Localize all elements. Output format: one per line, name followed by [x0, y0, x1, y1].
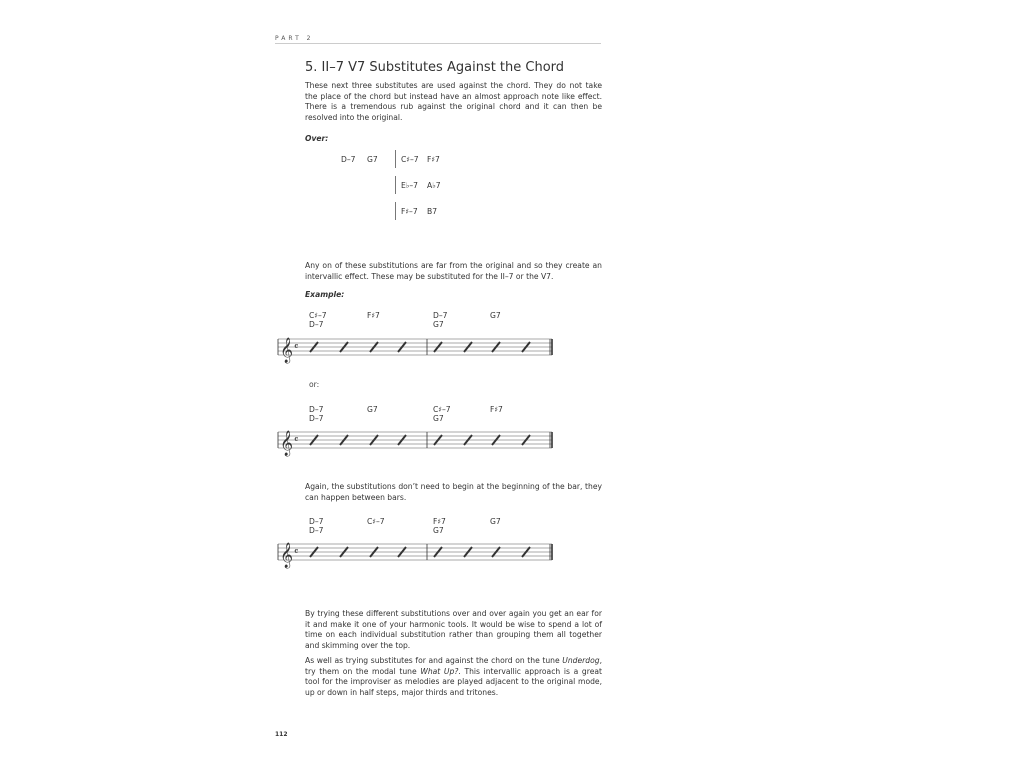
substitute-divider: [395, 176, 396, 194]
chord-symbol: D–7: [309, 526, 324, 535]
over-label: Over:: [305, 134, 329, 143]
chord-symbol: G7: [433, 320, 444, 329]
substitute-chord-ii: C♯–7: [401, 155, 419, 164]
treble-clef-icon: 𝄞: [280, 543, 294, 568]
paragraph-5-text: , try them on the modal tune: [305, 656, 602, 676]
or-label: or:: [309, 380, 320, 389]
substitute-divider: [395, 202, 396, 220]
music-staff: [274, 535, 556, 569]
paragraph-4: By trying these different substitutions over and over again you get an ear for it and make it one of your harmonic tools. It would be wise to spend a lot of time on each individual substitution rather than grouping them all together and skimming over the top.: [305, 609, 602, 650]
chord-symbol: C♯–7: [309, 311, 327, 320]
chord-symbol: G7: [433, 526, 444, 535]
common-time-icon: 𝄴: [294, 435, 299, 446]
chord-symbol: G7: [490, 311, 501, 320]
original-chord-ii: D–7: [341, 155, 356, 164]
intro-paragraph: These next three substitutes are used against the chord. They do not take the place of the chord but instead have an almost approach note like effect. There is a tremendous rub against the original chord and it can then be resolved into the original.: [305, 81, 602, 122]
original-chord-v: G7: [367, 155, 378, 164]
paragraph-3: Again, the substitutions don’t need to begin at the beginning of the bar, they can happen between bars.: [305, 482, 602, 502]
chord-symbol: D–7: [309, 320, 324, 329]
paragraph-5: [305, 656, 602, 698]
chord-symbol: D–7: [433, 311, 448, 320]
substitute-chord-v: A♭7: [427, 181, 441, 190]
substitute-chord-ii: F♯–7: [401, 207, 418, 216]
chord-symbol: D–7: [309, 405, 324, 414]
chord-symbol: G7: [490, 517, 501, 526]
treble-clef-icon: 𝄞: [280, 431, 294, 456]
header-rule: [275, 43, 601, 44]
chord-symbol: F♯7: [490, 405, 503, 414]
chord-symbol: D–7: [309, 414, 324, 423]
music-staff: [274, 330, 556, 364]
music-staff: [274, 423, 556, 457]
substitute-chord-v: B7: [427, 207, 438, 216]
page-number: 112: [275, 731, 288, 738]
paragraph-5-text: As well as trying substitutes for and against the chord on the tune: [305, 656, 563, 665]
treble-clef-icon: 𝄞: [280, 338, 294, 363]
paragraph-2: Any on of these substitutions are far from the original and so they create an intervallic effect. These may be substituted for the II–7 or the V7.: [305, 261, 602, 281]
example-label: Example:: [305, 290, 345, 299]
substitute-divider: [395, 150, 396, 168]
part-header: PART 2: [275, 35, 314, 42]
chord-symbol: F♯7: [433, 517, 446, 526]
substitute-chord-ii: E♭–7: [401, 181, 419, 190]
tune-title-what-up: What Up?: [420, 666, 459, 676]
paragraph-5-text: . This intervallic approach is a great tool for the improviser as melodies are played adjacent to the original mode, up or down in half steps, major thirds and tritones.: [305, 666, 602, 697]
chord-symbol: G7: [367, 405, 378, 414]
section-title: 5. II–7 V7 Substitutes Against the Chord: [305, 60, 565, 75]
chord-symbol: G7: [433, 414, 444, 423]
chord-symbol: C♯–7: [433, 405, 451, 414]
chord-symbol: C♯–7: [367, 517, 385, 526]
substitute-chord-v: F♯7: [427, 155, 440, 164]
chord-symbol: F♯7: [367, 311, 380, 320]
tune-title-underdog: Underdog: [562, 656, 600, 665]
common-time-icon: 𝄴: [294, 547, 299, 558]
common-time-icon: 𝄴: [294, 342, 299, 353]
chord-symbol: D–7: [309, 517, 324, 526]
